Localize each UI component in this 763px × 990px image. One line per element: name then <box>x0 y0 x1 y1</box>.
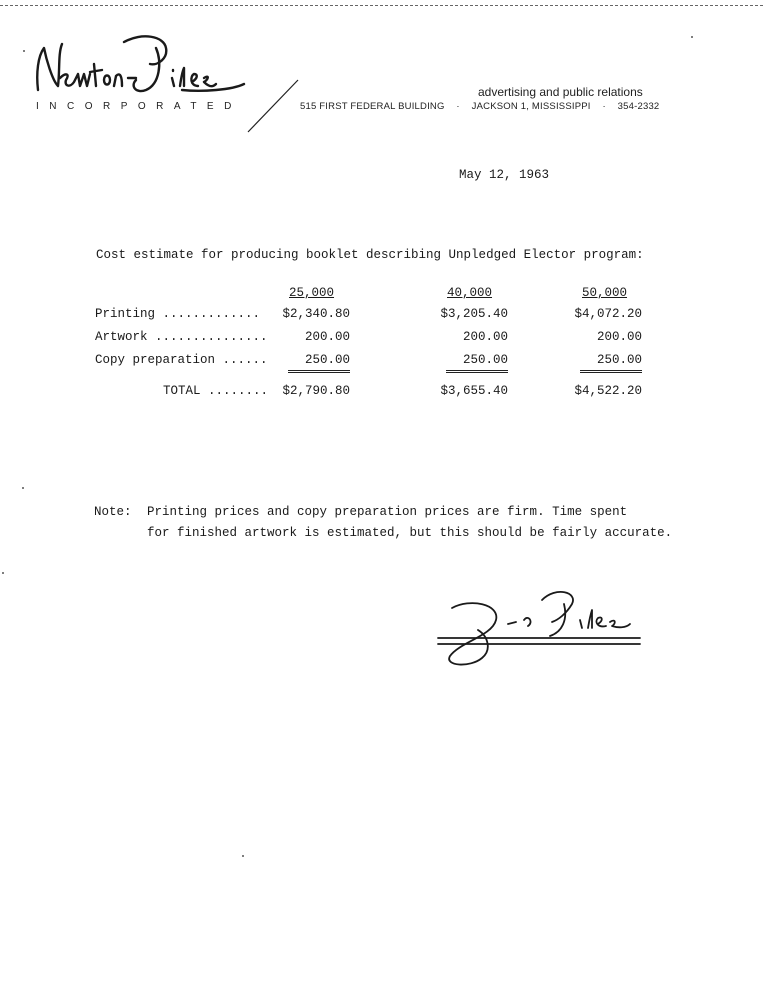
cell-artwork-25000: 200.00 <box>304 330 350 344</box>
row-label-printing: Printing ............. <box>95 307 261 321</box>
cell-printing-25000: $2,340.80 <box>282 307 350 321</box>
letter-date: May 12, 1963 <box>459 168 550 182</box>
scan-speck <box>242 855 244 857</box>
cell-printing-50000: $4,072.20 <box>574 307 642 321</box>
cell-artwork-40000: 200.00 <box>462 330 508 344</box>
address-separator: · <box>456 101 460 112</box>
intro-text: Cost estimate for producing booklet describing Unpledged Elector program: <box>96 248 644 262</box>
scan-speck <box>23 50 25 52</box>
page-top-edge <box>0 0 763 6</box>
letterhead-slash <box>246 78 302 134</box>
address-building: 515 FIRST FEDERAL BUILDING <box>300 101 445 112</box>
cell-total-25000: $2,790.80 <box>282 384 350 398</box>
cell-copy-40000: 250.00 <box>462 353 508 367</box>
address-line <box>300 101 659 112</box>
column-header-40000: 40,000 <box>447 286 493 300</box>
scan-speck <box>22 487 24 489</box>
cell-printing-40000: $3,205.40 <box>440 307 508 321</box>
total-rule-25000 <box>288 370 350 373</box>
scan-speck <box>691 36 693 38</box>
total-rule-50000 <box>580 370 642 373</box>
address-phone: 354-2332 <box>617 101 660 112</box>
row-label-artwork: Artwork ............... <box>95 330 268 344</box>
cell-copy-25000: 250.00 <box>304 353 350 367</box>
scan-speck <box>2 572 4 574</box>
column-header-25000: 25,000 <box>289 286 335 300</box>
note-line-1: Printing prices and copy preparation prices are firm. Time spent <box>147 505 628 519</box>
cell-artwork-50000: 200.00 <box>596 330 642 344</box>
total-rule-40000 <box>446 370 508 373</box>
note-line-2: for finished artwork is estimated, but this should be fairly accurate. <box>147 526 673 540</box>
address-city: JACKSON 1, MISSISSIPPI <box>471 101 591 112</box>
logo-incorporated: INCORPORATED <box>36 101 242 112</box>
cell-total-40000: $3,655.40 <box>440 384 508 398</box>
row-label-total: TOTAL ........ <box>163 384 269 398</box>
note-label: Note: <box>94 505 132 519</box>
address-separator: · <box>602 101 606 112</box>
row-label-copy-preparation: Copy preparation ...... <box>95 353 268 367</box>
tagline: advertising and public relations <box>478 85 643 99</box>
handwritten-signature <box>430 580 650 672</box>
column-header-50000: 50,000 <box>582 286 628 300</box>
cell-copy-50000: 250.00 <box>596 353 642 367</box>
cell-total-50000: $4,522.20 <box>574 384 642 398</box>
newton-jiles-logo <box>32 28 257 100</box>
